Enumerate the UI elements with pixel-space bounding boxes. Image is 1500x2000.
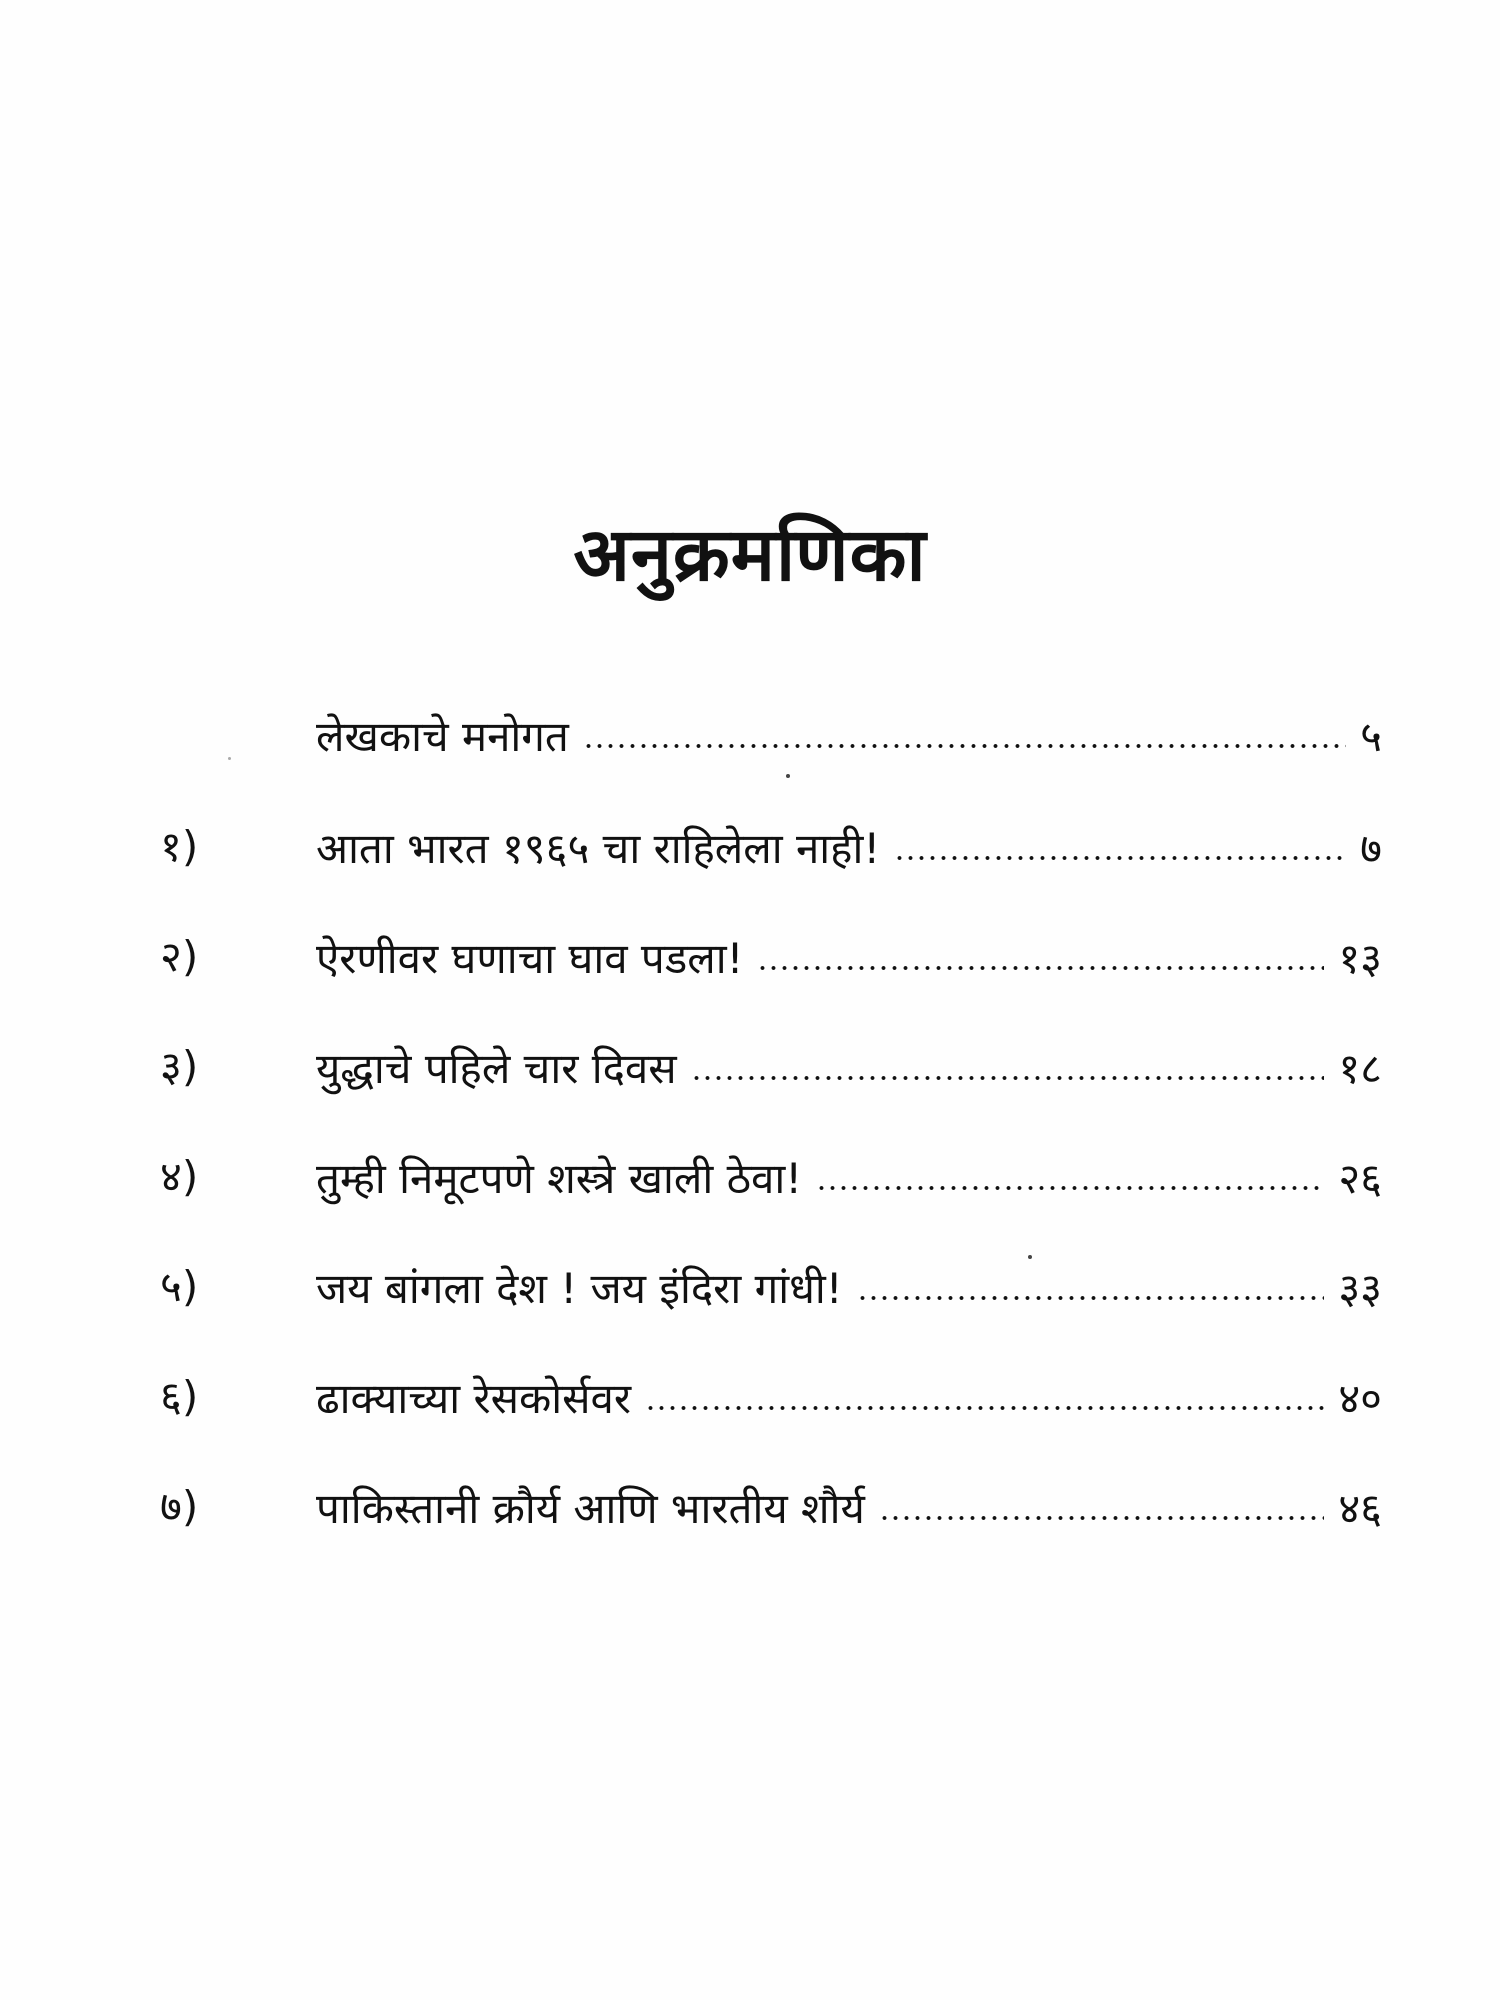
toc-entry-title: युद्धाचे पहिले चार दिवस xyxy=(316,1043,677,1093)
dot-leader xyxy=(757,966,1324,970)
toc-entry-page: ३३ xyxy=(1338,1263,1382,1313)
toc-entry xyxy=(0,1362,1500,1432)
page-title: अनुक्रमणिका xyxy=(573,512,927,598)
toc-entry-title: ढाक्याच्या रेसकोर्सवर xyxy=(316,1373,632,1423)
toc-entry-title: पाकिस्तानी क्रौर्य आणि भारतीय शौर्य xyxy=(316,1483,865,1533)
toc-entry-number: २) xyxy=(160,932,199,981)
dot-leader xyxy=(857,1296,1325,1300)
toc-entry-page: २६ xyxy=(1338,1153,1382,1203)
toc-entry-page: ४६ xyxy=(1338,1483,1382,1533)
toc-entry-number: ४) xyxy=(160,1152,199,1201)
print-speck xyxy=(1028,1255,1032,1259)
toc-entry xyxy=(0,1252,1500,1322)
toc-entry xyxy=(0,812,1500,882)
toc-entry-page: ५ xyxy=(1360,711,1382,761)
toc-entry xyxy=(0,1472,1500,1542)
toc-entry-number: ६) xyxy=(160,1372,199,1421)
toc-entry-page: ७ xyxy=(1360,823,1382,873)
dot-leader xyxy=(691,1076,1325,1080)
toc-entry-page: ४० xyxy=(1338,1373,1382,1423)
toc-entry-title: जय बांगला देश ! जय इंदिरा गांधी! xyxy=(316,1263,843,1313)
toc-entry-title: आता भारत १९६५ चा राहिलेला नाही! xyxy=(316,823,881,873)
toc-entry-number: ५) xyxy=(160,1262,199,1311)
dot-leader xyxy=(894,856,1346,860)
toc-entry xyxy=(0,922,1500,992)
dot-leader xyxy=(583,744,1346,748)
toc-entry-title: ऐरणीवर घणाचा घाव पडला! xyxy=(316,933,744,983)
toc-entry-number: १) xyxy=(160,822,199,871)
dot-leader xyxy=(645,1406,1324,1410)
toc-entry-page: १८ xyxy=(1338,1043,1382,1093)
toc-entry-title: लेखकाचे मनोगत xyxy=(316,711,569,761)
print-speck xyxy=(786,774,790,778)
toc-entry xyxy=(0,1032,1500,1102)
toc-entry-title: तुम्ही निमूटपणे शस्त्रे खाली ठेवा! xyxy=(316,1153,803,1203)
dot-leader xyxy=(816,1186,1324,1190)
dot-leader xyxy=(879,1516,1324,1520)
toc-entry xyxy=(0,1142,1500,1212)
toc-entry-number: ३) xyxy=(160,1042,199,1091)
toc-entry-number: ७) xyxy=(160,1482,199,1531)
toc-entry-page: १३ xyxy=(1338,933,1382,983)
print-speck xyxy=(228,757,231,760)
toc-entry xyxy=(0,700,1500,770)
